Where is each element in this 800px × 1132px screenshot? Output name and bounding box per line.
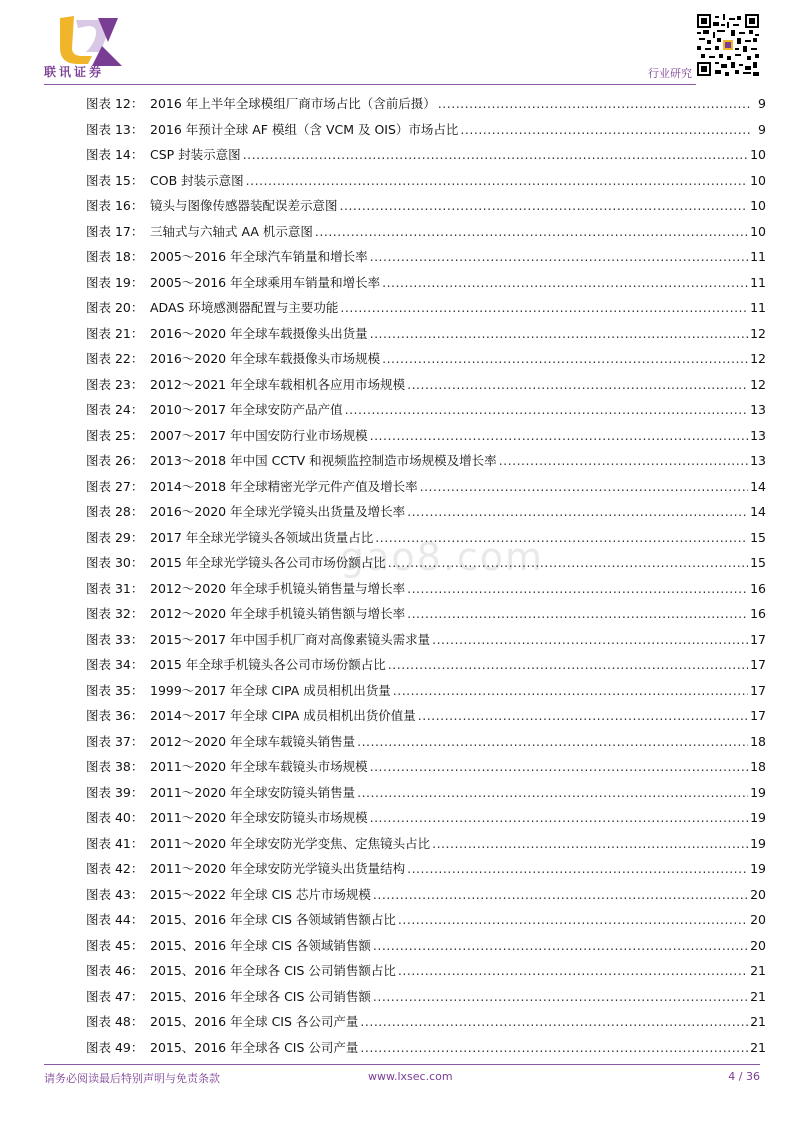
toc-entry-label: 图表 38： — [86, 759, 144, 774]
toc-entry-title: 2005～2016 年全球汽车销量和增长率 — [150, 249, 368, 264]
toc-entry-title: 2015～2017 年中国手机厂商对高像素镜头需求量 — [150, 631, 431, 647]
toc-entry-title: 2015、2016 年全球各 CIS 公司销售额 — [150, 988, 371, 1004]
toc-entry-leader — [370, 428, 748, 443]
toc-entry[interactable] — [86, 298, 766, 324]
toc-entry-page: 16 — [750, 580, 766, 596]
toc-entry-label: 图表 45： — [86, 937, 144, 953]
toc-entry-leader — [398, 963, 748, 978]
toc-entry-label: 图表 15： — [86, 172, 144, 188]
toc-entry-label: 图表 27： — [86, 478, 144, 494]
toc-entry-label: 图表 44： — [86, 912, 144, 927]
toc-entry-page: 21 — [750, 1039, 766, 1055]
toc-entry-leader — [360, 1040, 748, 1055]
toc-entry[interactable] — [86, 349, 766, 375]
toc-entry-title: 2016～2020 年全球车载摄像头市场规模 — [150, 351, 381, 366]
toc-entry-leader — [373, 887, 748, 902]
toc-entry-leader — [388, 657, 748, 672]
toc-entry-leader — [315, 224, 748, 239]
table-of-figures — [86, 94, 766, 1063]
toc-entry[interactable] — [86, 732, 766, 758]
toc-entry-title: 2014～2018 年全球精密光学元件产值及增长率 — [150, 478, 418, 494]
toc-entry-page: 21 — [750, 1014, 766, 1029]
toc-entry-page: 21 — [750, 963, 766, 978]
toc-entry[interactable] — [86, 757, 766, 783]
toc-entry-label: 图表 25： — [86, 427, 144, 443]
toc-entry-label: 图表 19： — [86, 274, 144, 290]
toc-entry-title: 1999～2017 年全球 CIPA 成员相机出货量 — [150, 682, 391, 698]
toc-entry[interactable] — [86, 400, 766, 426]
toc-entry-title: 2015～2022 年全球 CIS 芯片市场规模 — [150, 886, 371, 902]
toc-entry-page: 20 — [750, 937, 766, 953]
toc-entry-label: 图表 36： — [86, 708, 144, 723]
toc-entry-page: 10 — [750, 172, 766, 188]
toc-entry[interactable] — [86, 681, 766, 707]
toc-entry-title: 2007～2017 年中国安防行业市场规模 — [150, 427, 368, 443]
toc-entry-title: 2016 年预计全球 AF 模组（含 VCM 及 OIS）市场占比 — [150, 121, 459, 137]
toc-entry-leader — [407, 581, 748, 596]
toc-entry-page: 12 — [750, 325, 766, 341]
footer-website-link[interactable]: www.lxsec.com — [368, 1070, 453, 1083]
toc-entry[interactable] — [86, 247, 766, 273]
qr-code — [697, 14, 759, 76]
toc-entry-title: 2011～2020 年全球安防镜头市场规模 — [150, 810, 368, 825]
toc-entry[interactable] — [86, 783, 766, 809]
toc-entry-page: 9 — [758, 121, 766, 137]
toc-entry-title: COB 封装示意图 — [150, 172, 244, 188]
toc-entry-page: 16 — [750, 606, 766, 621]
toc-entry-page: 15 — [750, 555, 766, 570]
toc-entry-label: 图表 21： — [86, 325, 144, 341]
toc-entry-label: 图表 13： — [86, 121, 144, 137]
toc-entry[interactable] — [86, 910, 766, 936]
toc-entry[interactable] — [86, 145, 766, 171]
toc-entry[interactable] — [86, 936, 766, 962]
toc-entry-label: 图表 48： — [86, 1014, 144, 1029]
toc-entry-title: 2016～2020 年全球光学镜头出货量及增长率 — [150, 504, 406, 519]
toc-entry[interactable] — [86, 477, 766, 503]
toc-entry-label: 图表 46： — [86, 963, 144, 978]
toc-entry-leader — [370, 249, 748, 264]
toc-entry[interactable] — [86, 885, 766, 911]
toc-entry-title: 镜头与图像传感器装配误差示意图 — [150, 198, 338, 213]
toc-entry-label: 图表 28： — [86, 504, 144, 519]
toc-entry-title: 2012～2020 年全球手机镜头销售量与增长率 — [150, 580, 406, 596]
toc-entry[interactable] — [86, 604, 766, 630]
toc-entry-leader — [345, 402, 748, 417]
toc-entry[interactable] — [86, 987, 766, 1013]
toc-entry-page: 21 — [750, 988, 766, 1004]
toc-entry-page: 12 — [750, 376, 766, 392]
toc-entry-leader — [375, 530, 748, 545]
toc-entry-title: 2011～2020 年全球安防光学镜头出货量结构 — [150, 861, 406, 876]
toc-entry[interactable] — [86, 324, 766, 350]
toc-entry[interactable] — [86, 273, 766, 299]
toc-entry-leader — [438, 96, 750, 111]
toc-entry-title: 2015、2016 年全球 CIS 各公司产量 — [150, 1014, 359, 1029]
toc-entry-title: 2011～2020 年全球安防镜头销售量 — [150, 784, 356, 800]
toc-entry-label: 图表 39： — [86, 784, 144, 800]
toc-entry[interactable] — [86, 196, 766, 222]
toc-entry-label: 图表 33： — [86, 631, 144, 647]
toc-entry-leader — [246, 173, 748, 188]
toc-entry-page: 18 — [750, 733, 766, 749]
toc-entry-label: 图表 22： — [86, 351, 144, 366]
toc-entry-label: 图表 31： — [86, 580, 144, 596]
toc-entry-page: 14 — [750, 478, 766, 494]
toc-entry-title: 2012～2020 年全球手机镜头销售额与增长率 — [150, 606, 406, 621]
toc-entry-leader — [407, 861, 748, 876]
toc-entry-page: 14 — [750, 504, 766, 519]
toc-entry-leader — [499, 453, 748, 468]
toc-entry-title: 2017 年全球光学镜头各领域出货量占比 — [150, 529, 374, 545]
logo-mark-icon — [52, 12, 124, 68]
toc-entry-label: 图表 29： — [86, 529, 144, 545]
toc-entry-leader — [370, 759, 748, 774]
toc-entry-page: 19 — [750, 861, 766, 876]
toc-entry-leader — [407, 606, 748, 621]
toc-entry-page: 20 — [750, 912, 766, 927]
toc-entry[interactable] — [86, 451, 766, 477]
toc-entry-leader — [370, 810, 748, 825]
toc-entry-label: 图表 40： — [86, 810, 144, 825]
toc-entry-leader — [382, 275, 748, 290]
toc-entry-label: 图表 14： — [86, 147, 144, 162]
toc-entry-label: 图表 41： — [86, 835, 144, 851]
toc-entry-title: ADAS 环境感测器配置与主要功能 — [150, 300, 339, 315]
qr-code-icon — [697, 14, 759, 76]
toc-entry-page: 15 — [750, 529, 766, 545]
toc-entry-label: 图表 16： — [86, 198, 144, 213]
toc-entry-page: 19 — [750, 784, 766, 800]
toc-entry-page: 19 — [750, 835, 766, 851]
toc-entry-leader — [398, 912, 748, 927]
toc-entry-label: 图表 30： — [86, 555, 144, 570]
toc-entry[interactable] — [86, 834, 766, 860]
toc-entry-title: 2011～2020 年全球安防光学变焦、定焦镜头占比 — [150, 835, 431, 851]
toc-entry-title: CSP 封装示意图 — [150, 147, 241, 162]
footer-divider — [44, 1064, 760, 1065]
toc-entry[interactable] — [86, 1038, 766, 1064]
toc-entry-title: 2014～2017 年全球 CIPA 成员相机出货价值量 — [150, 708, 416, 723]
toc-entry-label: 图表 23： — [86, 376, 144, 392]
toc-entry[interactable] — [86, 222, 766, 248]
toc-entry-label: 图表 47： — [86, 988, 144, 1004]
toc-entry-leader — [370, 326, 748, 341]
toc-entry-page: 10 — [750, 147, 766, 162]
toc-entry-page: 19 — [750, 810, 766, 825]
toc-entry-leader — [407, 504, 748, 519]
toc-entry-title: 2015 年全球光学镜头各公司市场份额占比 — [150, 555, 386, 570]
header-divider — [44, 84, 696, 85]
toc-entry-title: 2015、2016 年全球各 CIS 公司销售额占比 — [150, 963, 396, 978]
footer-page-indicator: 4 / 36 — [728, 1070, 760, 1083]
toc-entry-leader — [460, 122, 750, 137]
toc-entry[interactable] — [86, 426, 766, 452]
toc-entry-leader — [382, 351, 748, 366]
toc-entry[interactable] — [86, 706, 766, 732]
section-label: 行业研究 — [648, 67, 692, 80]
toc-entry-title: 2013～2018 年中国 CCTV 和视频监控制造市场规模及增长率 — [150, 453, 497, 468]
toc-entry-label: 图表 24： — [86, 402, 144, 417]
toc-entry-title: 2015、2016 年全球 CIS 各领域销售额占比 — [150, 912, 396, 927]
toc-entry-leader — [407, 377, 748, 392]
toc-entry-title: 2016 年上半年全球模组厂商市场占比（含前后摄） — [150, 96, 436, 111]
toc-entry-title: 2005～2016 年全球乘用车销量和增长率 — [150, 274, 381, 290]
footer-disclaimer: 请务必阅读最后特别声明与免责条款 — [44, 1072, 220, 1085]
toc-entry-leader — [373, 938, 748, 953]
toc-entry[interactable] — [86, 528, 766, 554]
toc-entry-title: 2012～2020 年全球车载镜头销售量 — [150, 733, 356, 749]
toc-entry-page: 13 — [750, 453, 766, 468]
toc-entry-title: 2011～2020 年全球车载镜头市场规模 — [150, 759, 368, 774]
toc-entry[interactable] — [86, 579, 766, 605]
toc-entry-page: 17 — [750, 682, 766, 698]
toc-entry[interactable] — [86, 808, 766, 834]
toc-entry-label: 图表 35： — [86, 682, 144, 698]
toc-entry[interactable] — [86, 171, 766, 197]
toc-entry-page: 20 — [750, 886, 766, 902]
toc-entry-label: 图表 49： — [86, 1039, 144, 1055]
toc-entry-page: 11 — [750, 249, 766, 264]
toc-entry-page: 17 — [750, 631, 766, 647]
toc-entry-page: 13 — [750, 402, 766, 417]
toc-entry-leader — [357, 785, 748, 800]
toc-entry-title: 三轴式与六轴式 AA 机示意图 — [150, 223, 313, 239]
toc-entry[interactable] — [86, 94, 766, 120]
toc-entry-title: 2010～2017 年全球安防产品产值 — [150, 402, 343, 417]
toc-entry-leader — [373, 989, 748, 1004]
toc-entry-leader — [420, 479, 748, 494]
toc-entry-title: 2012～2021 年全球车载相机各应用市场规模 — [150, 376, 406, 392]
toc-entry[interactable] — [86, 961, 766, 987]
toc-entry-label: 图表 42： — [86, 861, 144, 876]
toc-entry-leader — [340, 198, 749, 213]
toc-entry-leader — [243, 147, 748, 162]
toc-entry-page: 13 — [750, 427, 766, 443]
page-header — [0, 0, 800, 86]
toc-entry-leader — [340, 300, 748, 315]
toc-entry-title: 2016～2020 年全球车载摄像头出货量 — [150, 325, 368, 341]
toc-entry[interactable] — [86, 655, 766, 681]
toc-entry-page: 17 — [750, 657, 766, 672]
toc-entry-leader — [393, 683, 748, 698]
toc-entry-label: 图表 26： — [86, 453, 144, 468]
toc-entry-page: 18 — [750, 759, 766, 774]
toc-entry-label: 图表 32： — [86, 606, 144, 621]
toc-entry-title: 2015 年全球手机镜头各公司市场份额占比 — [150, 657, 386, 672]
toc-entry-leader — [432, 836, 748, 851]
toc-entry-label: 图表 20： — [86, 300, 144, 315]
toc-entry-label: 图表 34： — [86, 657, 144, 672]
toc-entry[interactable] — [86, 120, 766, 146]
toc-entry-label: 图表 12： — [86, 96, 144, 111]
toc-entry[interactable] — [86, 375, 766, 401]
brand-name: 联讯证券 — [44, 65, 105, 79]
toc-entry-leader — [432, 632, 748, 647]
toc-entry-label: 图表 37： — [86, 733, 144, 749]
toc-entry-page: 10 — [750, 198, 766, 213]
toc-entry-page: 11 — [750, 274, 766, 290]
toc-entry-page: 12 — [750, 351, 766, 366]
toc-entry[interactable] — [86, 1012, 766, 1038]
toc-entry[interactable] — [86, 630, 766, 656]
toc-entry[interactable] — [86, 553, 766, 579]
toc-entry-leader — [418, 708, 748, 723]
toc-entry-page: 17 — [750, 708, 766, 723]
toc-entry-page: 11 — [750, 300, 766, 315]
toc-entry-page: 9 — [758, 96, 766, 111]
toc-entry-leader — [388, 555, 748, 570]
toc-entry-page: 10 — [750, 223, 766, 239]
toc-entry-label: 图表 17： — [86, 223, 144, 239]
toc-entry-label: 图表 43： — [86, 886, 144, 902]
watermark: gao8.com — [340, 535, 545, 579]
toc-entry[interactable] — [86, 859, 766, 885]
toc-entry[interactable] — [86, 502, 766, 528]
toc-entry-title: 2015、2016 年全球 CIS 各领域销售额 — [150, 937, 371, 953]
toc-entry-leader — [357, 734, 748, 749]
toc-entry-title: 2015、2016 年全球各 CIS 公司产量 — [150, 1039, 359, 1055]
toc-entry-label: 图表 18： — [86, 249, 144, 264]
toc-entry-leader — [360, 1014, 748, 1029]
